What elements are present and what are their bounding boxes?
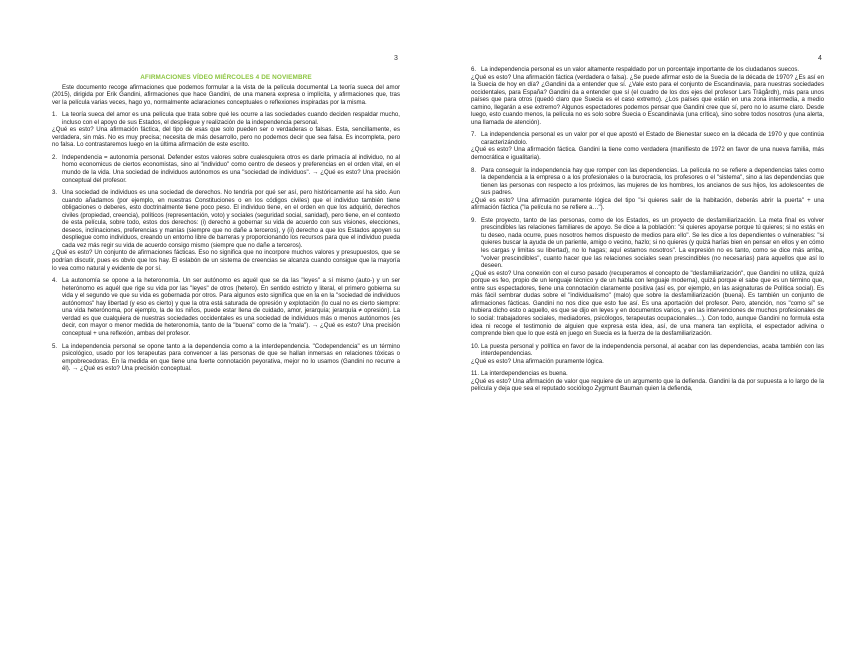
list-item (471, 343, 824, 358)
left-column (52, 74, 400, 373)
item-text: Una sociedad de individuos es una sociedad de derechos. No tendría por qué ser así, pero históricamente así ha sido. Aun cuando añadamos (por ejemplo, en nuestras Constituciones o en los códigos civiles) que el individuo también tiene obligaciones o deberes, esto doctrinalmente tiene poco peso. El individuo tiene, en el orden en que los adquirió, derechos civiles (propiedad, creencia), políticos (representación, voto) y sociales (seguridad social, sanidad), pero tiene, en el contexto de esta película, sobre todo, estos dos derechos: (i) derecho a gobernar su vida de acuerdo con sus visiones, elecciones, deseos, inclinaciones, preferencias y manías (siempre que no dañe a terceros), y (ii) derecho a que los Estados apoyen su despliegue como individuos, creando un entorno libre de barreras y proporcionando los recursos para que el individuo pueda cada vez más regir su vida de acuerdo consigo mismo (siempre que no dañe a terceros). (62, 189, 400, 249)
list-item (52, 111, 400, 126)
page-number: 3 (394, 55, 398, 62)
item-note: ¿Qué es esto? Una conexión con el curso pasado (recuperamos el concepto de "desfamiliarización", que Gandini no utiliza, quizá porque es feo, propio de un lenguaje técnico y de un habla con lenguaje moderna), quizá porque el sabe que es un término que, entre sus espectadores, tiene una connotación claramente positiva (así es, por ejemplo, en las asignaturas de Política social). Es más fácil sembrar dudas sobre el "individualismo" (malo) que sobre la desfamiliarización (buena). Es también un conjunto de afirmaciones fácticas. Gandini no nos dice que esto fue así. Es una aportación del profesor. Pero, atención, nos "como sí" se hubiera dicho esto o aquello, es que se dijo en leyes y en documentos varios, y en las intervenciones de muchos profesionales de lo social: trabajadores sociales, mediadores, psicólogos, terapeutas ocupacionales…). Con todo, aunque Gandini no formula esta idea ni recoge el testimonio de alguien que expresa esta idea, así, de una manera tan explícita, el espectador adivina o comprende bien que lo que está en juego en Suecia es la fuerza de la desfamiliarización. (471, 269, 824, 338)
item-note: ¿Qué es esto? Una afirmación fáctica. Gandini la tiene como verdadera (manifiesto de 1972 en favor de una nueva familia, más democrática e igualitaria). (471, 146, 824, 162)
item-text: La interdependencias es buena. (481, 370, 568, 378)
item-text: La teoría sueca del amor es una película que trata sobre qué les ocurre a las sociedades cuando deciden respaldar mucho, incluso con el apoyo de sus Estados, el despliegue y realización de la independencia personal. (62, 111, 400, 126)
item-note: ¿Qué es esto? Una afirmación puramente lógica. (471, 357, 604, 365)
page-number: 4 (818, 55, 822, 62)
list-item (52, 154, 400, 184)
item-number: 10. (471, 342, 480, 350)
item-note: ¿Qué es esto? Una afirmación puramente lógica del tipo "si quieres salir de la habitación, deberás abrir la puerta" + una afirmación fáctica ("la película no se refiere a…"). (471, 196, 824, 212)
list-item (471, 167, 824, 197)
list-item (52, 189, 400, 249)
item-note: ¿Qué es esto? Una afirmación de valor que requiere de un argumento que la defienda. Gandini la da por supuesta a lo largo de la película y deja que sea el reputado sociólogo Zygmunt Bauman quien la defienda, (471, 377, 824, 393)
item-number: 5. (52, 342, 58, 350)
item-text: La independencia personal se opone tanto a la dependencia como a la interdependencia. "Codependencia" es un término psicológico, usado por los terapeutas para convencer a las personas de que se hallan inmersas en relaciones tóxicas o empobrecedoras. En la medida en que tiene una fuerte connotación peyorativa, mejor no lo usamos (Gandini no recurre a él). → ¿Qué es esto? Una precisión conceptual. (62, 342, 400, 373)
item-text: La puesta personal y política en favor de la independencia personal, al acabar con las dependencias, acaba también con las interdependencias. (481, 342, 824, 358)
item-note: ¿Qué es esto? Una afirmación fáctica (verdadera o falsa). ¿Se puede afirmar esto de la Suecia de la década de 1970? ¿Es así en la Suecia de hoy en día? ¿Gandini da a entender que sí. ¿Vale esto para el conjunto de Escandinavia, para nuestras sociedades occidentales, para España? Gandini da a entender que sí (el cuadro de los dos ejes del profesor Lars Trägårdh), más para unos países que para otros (quedó claro que Suecia es el caso extremo). ¿Los países que están en una zona intermedia, a medio camino, llegarán a ese extremo? Algunos espectadores podemos pensar que Gandini cree que sí, pero no lo asume claro. Desde luego, esto cuando menos, la película no es solo sobre Suecia o Escandinavia (una crítica), sino sobre todos nosotros (una alerta, una llamada de atención). (471, 73, 824, 126)
item-text: La independencia personal es un valor por el que apostó el Estado de Bienestar sueco en la década de 1970 y que continúa caracterizándolo. (481, 131, 824, 146)
list-item (52, 277, 400, 337)
item-note: ¿Qué es esto? Un conjunto de afirmaciones fácticas. Eso no significa que no incorpore muchos valores y presupuestos, que se podrían discutir, pues es obvio que los hay. El eslabón de un sistema de creencias se alcanza cuando consigue que la mayoría lo vea como natural y evidente de por sí. (52, 249, 400, 272)
list-item (471, 217, 824, 270)
item-text: Para conseguir la independencia hay que romper con las dependencias. La película no se refiere a dependencias tales como la dependencia a la empresa o a los profesionales o la burocracia, los profesores o el "sistema", sino a las dependencias que tienen las personas con respecto a los próximos, las mujeres de los hombres, los ancianos de sus hijos, los adolescentes de sus padres. (481, 166, 824, 197)
item-number: 7. (471, 131, 477, 139)
list-item (471, 131, 824, 146)
item-number: 3. (52, 189, 58, 197)
item-number: 1. (52, 111, 58, 119)
item-number: 9. (471, 216, 477, 224)
document-title: AFIRMACIONES VÍDEO MIÉRCOLES 4 DE NOVIEMBRE (140, 74, 312, 81)
list-item (471, 66, 824, 74)
item-number: 4. (52, 277, 58, 285)
list-item (52, 343, 400, 373)
item-text: La independencia personal es un valor altamente respaldado por un porcentaje importante de los ciudadanos suecos. (481, 66, 800, 73)
list-item (471, 370, 824, 378)
item-text: Independencia = autonomía personal. Defender estos valores sobre cualesquiera otros es darle primacía al individuo, no al homo economicus de ciertos economistas, sino al "individuo" como centro de deseos y preferencias en el orden vital, en el mundo de la vida. Una sociedad de individuos autónomos es una "sociedad de individuos". → ¿Qué es esto? Una precisión conceptual del profesor. (62, 153, 400, 184)
item-number: 6. (471, 66, 477, 73)
item-text: Este proyecto, tanto de las personas, como de los Estados, es un proyecto de desfamiliarización. La meta final es volver prescindibles las relaciones familiares de apoyo. Se dice a la población: "si quieres apoyarse porque tú quieres; si no estás en tu deseo, nada ocurre, pues nosotros hemos dispuesto de medios para ello". Se les dice a los dependientes o vulnerables: "si quieres buscar la ayuda de un pariente, amigo o vecino, hazlo; si no quieres (y quizá harías bien en pensar en ellos y en cómo les cargas y limitas su libertad), no lo hagas; aquí estamos nosotros". La expresión no es tanto, como se dice más arriba, "volver prescindibles", cuanto hacer que las relaciones sociales sean prescindibles (no necesarias) para aquellos que así lo deseen. (481, 216, 824, 270)
item-number: 11. (471, 370, 480, 378)
item-text: La autonomía se opone a la heteronomía. Un ser autónomo es aquél que se da las "leyes" a sí mismo (auto-) y un ser heterónomo es aquél que rige su vida por las "leyes" de otros (hetero). En sentido estricto y literal, el primero gobierna su vida y el segundo ve que su vida es gobernada por otros. Para algunos esto significa que en la en la "sociedad de individuos autónomos" hay libertad (y eso es cierto) y que la otra está saturada de opresión y explotación (lo cual no es cierto siempre: una vida heterónoma, por ejemplo, la de los niños, puede estar llena de cuidado, amor, jerarquía; jerarquía ≠ opresión). La verdad es que cualquiera de nuestras sociedades occidentales es una sociedad de individuos más o menos autónomos (es decir, con mayor o menor medida de heteronomía, tanto de la "buena" como de la "mala"). → ¿Qué es esto? Una precisión conceptual + una reflexión, ambas del profesor. (62, 277, 400, 337)
item-number: 2. (52, 153, 58, 161)
intro-paragraph: Este documento recoge afirmaciones que podemos formular a la vista de la película documental La teoría sueca del amor (2015), dirigida por Erik Gandini, afirmaciones que hace Gandini, de una manera expresa o implícita, y afirmaciones que, tras ver la película varias veces, hago yo, normalmente aclaraciones conceptuales o reflexiones inspiradas por la misma. (52, 83, 400, 106)
item-note: ¿Qué es esto? Una afirmación fáctica, del tipo de esas que solo pueden ser o verdaderas o falsas. Esta, sencillamente, es verdadera, sin más. No es muy precisa; necesita de más desarrollo, pero no podemos decir que sea falsa. Es incompleta, pero no falsa. Lo contrastaremos luego en la última afirmación de este escrito. (52, 126, 400, 149)
right-page (424, 0, 848, 655)
right-column (471, 66, 824, 393)
item-number: 8. (471, 166, 477, 174)
